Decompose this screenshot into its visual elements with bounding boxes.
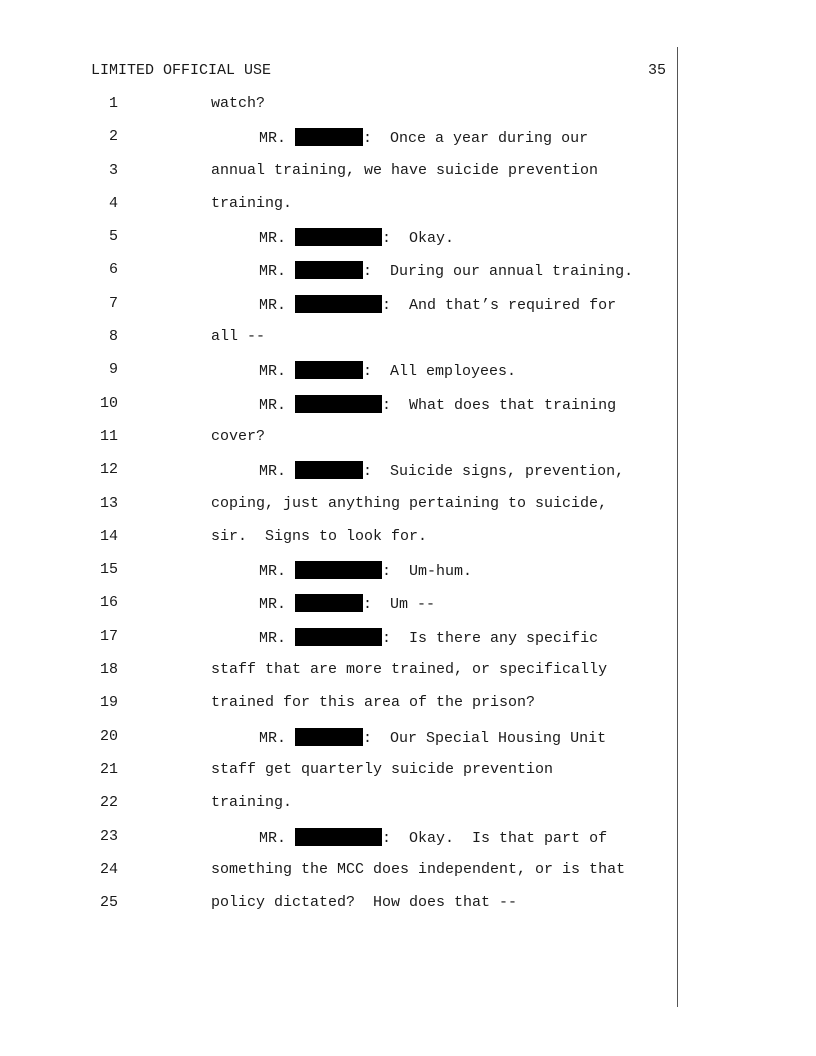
transcript-line [0,861,816,894]
transcript-line [0,628,816,661]
transcript-lines [0,95,816,927]
transcript-line [0,162,816,195]
speech-text: : What does that training [382,396,617,414]
line-number: 15 [99,561,118,579]
redaction-box [295,461,363,479]
speaker-line [259,728,606,748]
speaker-line [259,395,616,415]
line-text: staff get quarterly suicide prevention [211,760,554,778]
redaction-box [295,561,382,579]
redaction-box [295,128,363,146]
line-number: 20 [99,727,118,745]
transcript-line [0,894,816,927]
transcript-line [0,794,816,827]
line-text: all -- [211,328,266,346]
transcript-line [0,495,816,528]
transcript-line [0,428,816,461]
line-text: sir. Signs to look for. [211,527,428,545]
speaker-line [259,295,616,315]
speech-text: : Suicide signs, prevention, [363,463,625,481]
speech-text: : All employees. [363,363,517,381]
speaker-line [259,561,472,581]
transcript-line [0,295,816,328]
line-number: 11 [99,427,118,445]
speech-text: : Our Special Housing Unit [363,729,607,747]
line-text: something the MCC does independent, or is that [211,860,626,878]
line-text: staff that are more trained, or specifically [211,661,608,679]
speaker-prefix: MR. [259,230,287,248]
transcript-line [0,361,816,394]
speaker-prefix: MR. [259,463,287,481]
speech-text: : Um -- [363,596,436,614]
transcript-line [0,594,816,627]
speaker-line [259,228,454,248]
transcript-line [0,728,816,761]
transcript-line [0,195,816,228]
speech-text: : Is there any specific [382,629,599,647]
speaker-line [259,828,607,848]
redaction-box [295,628,382,646]
speaker-line [259,261,633,281]
speaker-prefix: MR. [259,130,287,148]
speech-text: : And that’s required for [382,296,617,314]
transcript-line [0,228,816,261]
line-number: 2 [108,128,118,146]
page-number: 35 [647,62,666,79]
line-number: 7 [108,294,118,312]
line-number: 17 [99,627,118,645]
line-number: 3 [108,161,118,179]
line-number: 19 [99,694,118,712]
line-number: 9 [108,361,118,379]
speech-text: : Okay. [382,230,455,248]
transcript-line [0,395,816,428]
line-number: 21 [99,760,118,778]
redaction-box [295,261,363,279]
line-text: cover? [211,427,266,445]
line-number: 18 [99,661,118,679]
redaction-box [295,594,363,612]
transcript-line [0,528,816,561]
line-number: 14 [99,527,118,545]
line-number: 8 [108,328,118,346]
redaction-box [295,828,382,846]
line-number: 23 [99,827,118,845]
transcript-line [0,661,816,694]
speaker-line [259,361,516,381]
speaker-prefix: MR. [259,396,287,414]
speech-text: : During our annual training. [363,263,634,281]
speaker-line [259,594,435,614]
transcript-line [0,694,816,727]
line-number: 4 [108,194,118,212]
line-number: 6 [108,261,118,279]
speech-text: : Okay. Is that part of [382,829,608,847]
speaker-prefix: MR. [259,563,287,581]
speaker-prefix: MR. [259,263,287,281]
transcript-line [0,95,816,128]
transcript-line [0,828,816,861]
line-text: training. [211,794,293,812]
line-text: policy dictated? How does that -- [211,894,518,912]
speaker-line [259,461,624,481]
line-number: 1 [108,95,118,112]
line-text: watch? [211,95,266,112]
speech-text: : Once a year during our [363,130,589,148]
redaction-box [295,395,382,413]
speaker-prefix: MR. [259,296,287,314]
transcript-line [0,561,816,594]
transcript-line [0,461,816,494]
redaction-box [295,361,363,379]
speech-text: : Um-hum. [382,563,473,581]
speaker-prefix: MR. [259,629,287,647]
speaker-line [259,628,598,648]
line-number: 16 [99,594,118,612]
line-text: training. [211,194,293,212]
transcript-line [0,761,816,794]
speaker-line [259,128,588,148]
line-number: 24 [99,860,118,878]
line-number: 25 [99,894,118,912]
line-number: 10 [99,394,118,412]
speaker-prefix: MR. [259,829,287,847]
line-number: 13 [99,494,118,512]
redaction-box [295,295,382,313]
redaction-box [295,228,382,246]
speaker-prefix: MR. [259,729,287,747]
transcript-line [0,328,816,361]
speaker-prefix: MR. [259,596,287,614]
line-text: trained for this area of the prison? [211,694,536,712]
line-number: 5 [108,228,118,246]
redaction-box [295,728,363,746]
transcript-line [0,128,816,161]
line-number: 22 [99,794,118,812]
classification-header: LIMITED OFFICIAL USE [91,62,272,79]
line-text: annual training, we have suicide prevention [211,161,599,179]
speaker-prefix: MR. [259,363,287,381]
transcript-line [0,261,816,294]
line-text: coping, just anything pertaining to suicide, [211,494,608,512]
line-number: 12 [99,461,118,479]
